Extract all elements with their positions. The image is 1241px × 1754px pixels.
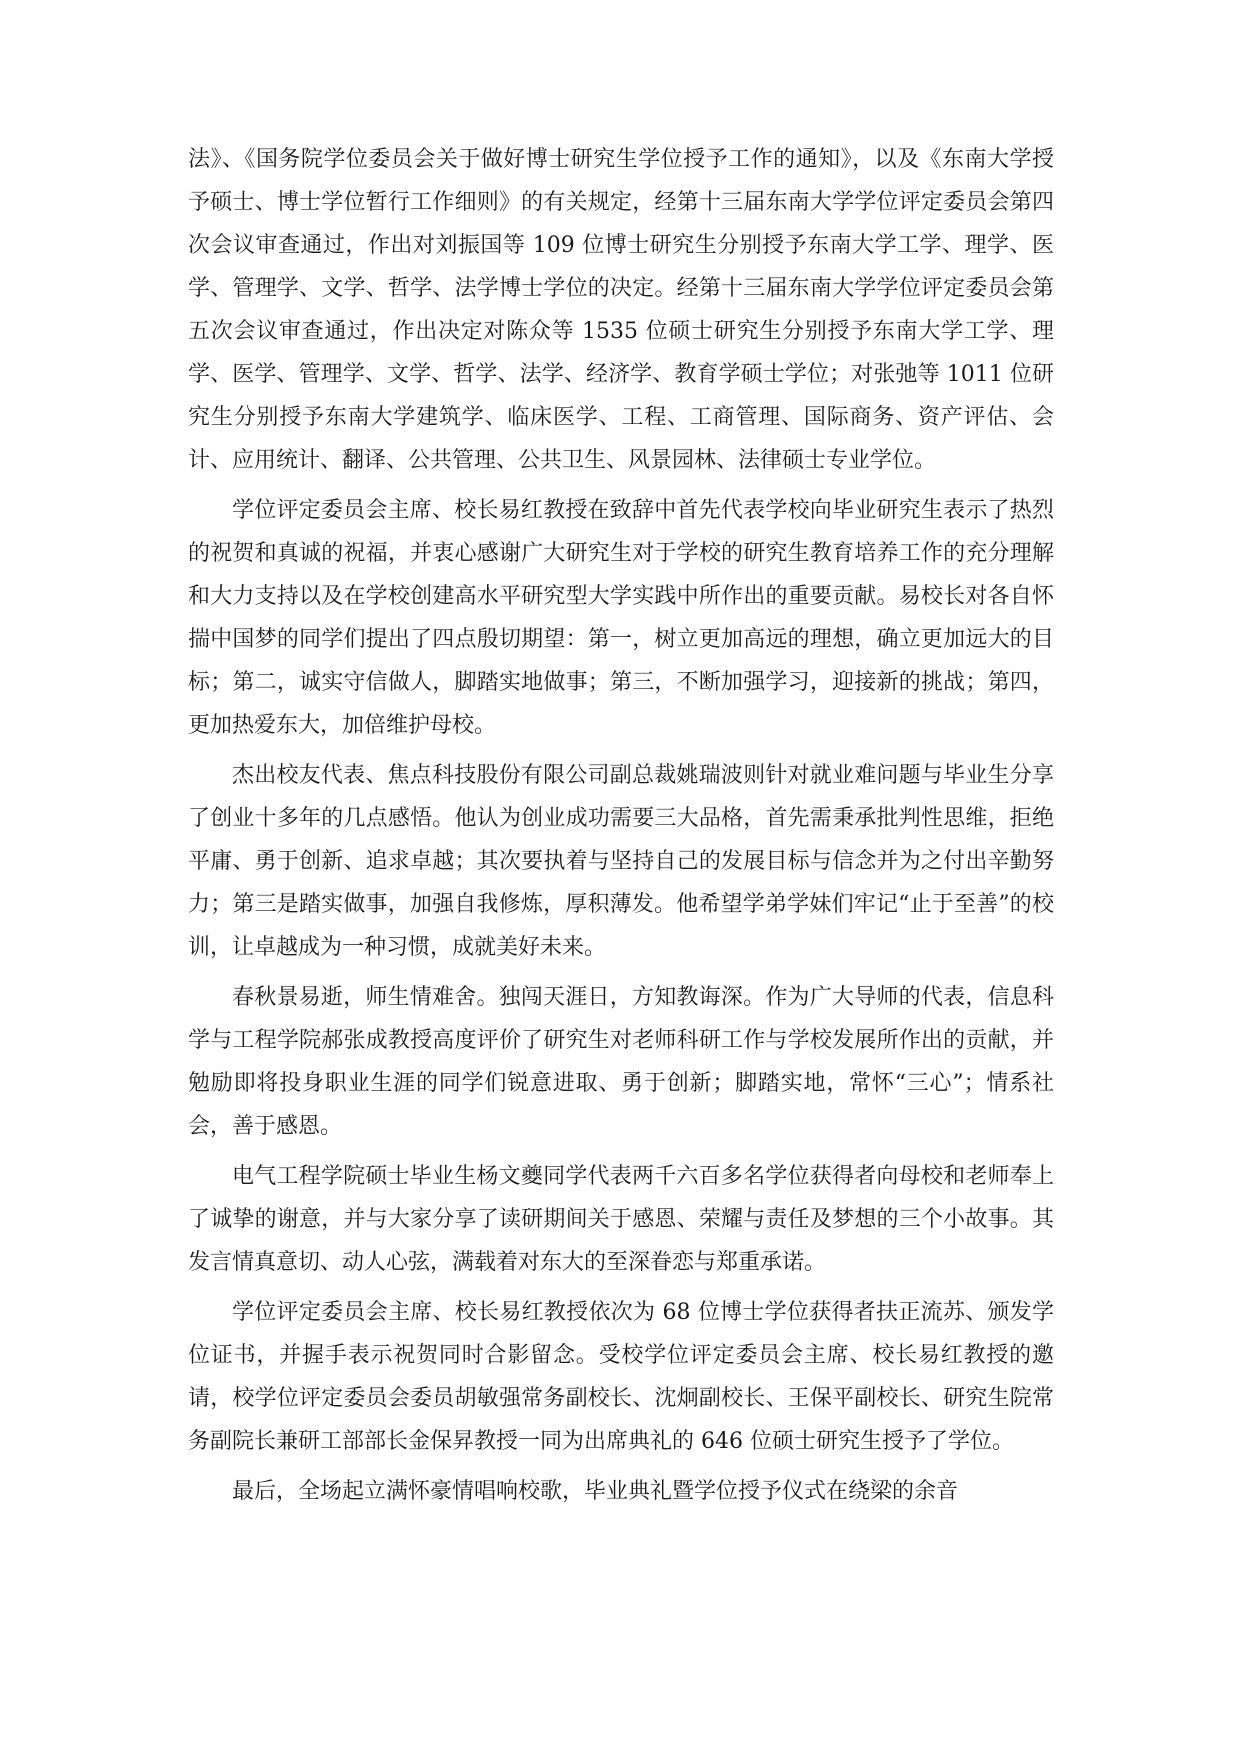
paragraph-student-speech: 电气工程学院硕士毕业生杨文夔同学代表两千六百多名学位获得者向母校和老师奉上了诚挚的谢意，并与大家分享了读研期间关于感恩、荣耀与责任及梦想的三个小故事。其发言情真意切、动人心弦，满载着对东大的至深眷恋与郑重承诺。 (188, 1164, 1054, 1275)
paragraph-president-speech: 学位评定委员会主席、校长易红教授在致辞中首先代表学校向毕业研究生表示了热烈的祝贺和真诚的祝福，并衷心感谢广大研究生对于学校的研究生教育培养工作的充分理解和大力支持以及在学校创建高水平研究型大学实践中所作出的重要贡献。易校长对各自怀揣中国梦的同学们提出了四点殷切期望：第一，树立更加高远的理想，确立更加远大的目标；第二，诚实守信做人，脚踏实地做事；第三，不断加强学习，迎接新的挑战；第四，更加热爱东大，加倍维护母校。 (188, 498, 1054, 738)
paragraph-mentor-speech: 春秋景易逝，师生情难舍。独闯天涯日，方知教诲深。作为广大导师的代表，信息科学与工程学院郝张成教授高度评价了研究生对老师科研工作与学校发展所作出的贡献，并勉励即将投身职业生涯的同学们锐意进取、勇于创新；脚踏实地，常怀“三心”；情系社会，善于感恩。 (188, 985, 1054, 1139)
paragraph-alumni-speech: 杰出校友代表、焦点科技股份有限公司副总裁姚瑞波则针对就业难问题与毕业生分享了创业十多年的几点感悟。他认为创业成功需要三大品格，首先需秉承批判性思维，拒绝平庸、勇于创新、追求卓越；其次要执着与坚持自己的发展目标与信念并为之付出辛勤努力；第三是踏实做事，加强自我修炼，厚积薄发。他希望学弟学妹们牢记“止于至善”的校训，让卓越成为一种习惯，成就美好未来。 (188, 763, 1054, 960)
document-body (188, 138, 1054, 1513)
paragraph-diploma-ceremony: 学位评定委员会主席、校长易红教授依次为 68 位博士学位获得者扶正流苏、颁发学位证书，并握手表示祝贺同时合影留念。受校学位评定委员会主席、校长易红教授的邀请，校学位评定委员会委员胡敏强常务副校长、沈炯副校长、王保平副校长、研究生院常务副院长兼研工部部长金保昇教授一同为出席典礼的 646 位硕士研究生授予了学位。 (188, 1300, 1054, 1454)
paragraph-closing: 最后，全场起立满怀豪情唱响校歌，毕业典礼暨学位授予仪式在绕梁的余音 (232, 1479, 959, 1504)
paragraph-degree-conferral: 法》、《国务院学位委员会关于做好博士研究生学位授予工作的通知》，以及《东南大学授予硕士、博士学位暂行工作细则》的有关规定，经第十三届东南大学学位评定委员会第四次会议审查通过，作出对刘振国等 109 位博士研究生分别授予东南大学工学、理学、医学、管理学、文学、哲学、法学博士学位的决定。经第十三届东南大学学位评定委员会第五次会议审查通过，作出决定对陈众等 1535 位硕士研究生分别授予东南大学工学、理学、医学、管理学、文学、哲学、法学、经济学、教育学硕士学位；对张弛等 1011 位研究生分别授予东南大学建筑学、临床医学、工程、工商管理、国际商务、资产评估、会计、应用统计、翻译、公共管理、公共卫生、风景园林、法律硕士专业学位。 (188, 147, 1054, 473)
